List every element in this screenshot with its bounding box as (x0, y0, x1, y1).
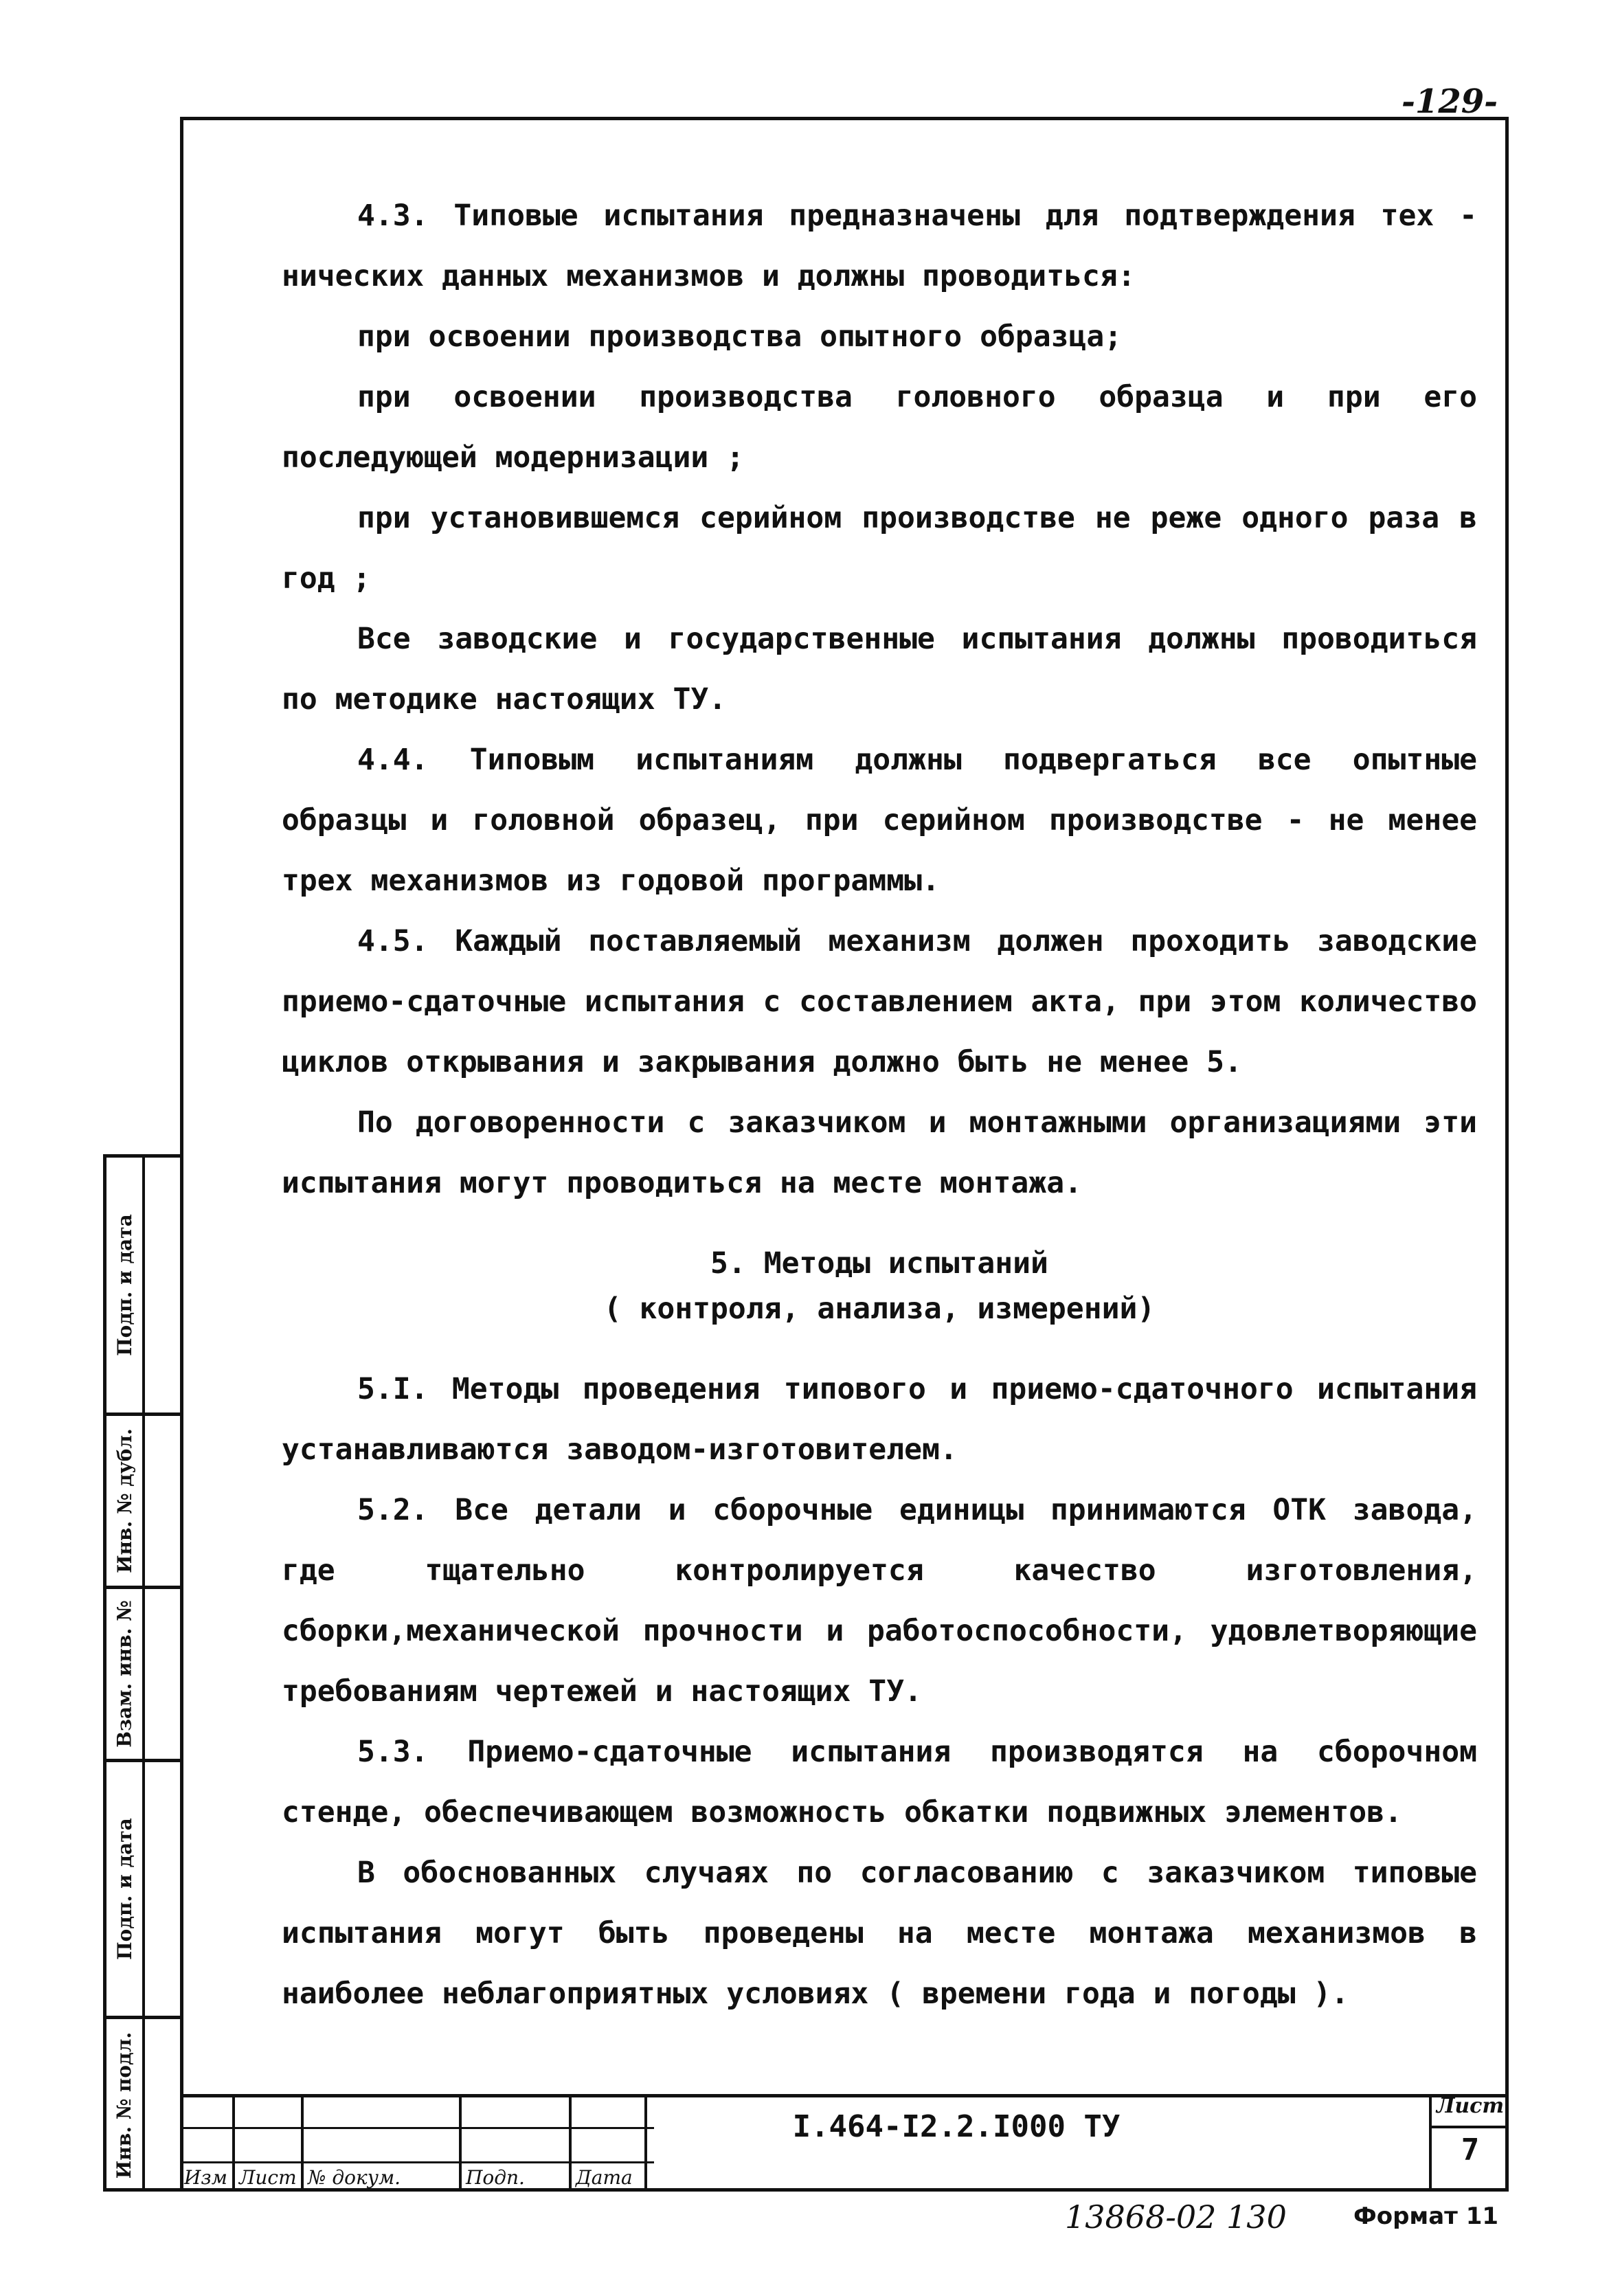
paragraph-lead-sample: при освоении производства головного образца и при его последующей модернизации ; (282, 380, 1477, 475)
format-label: Формат 11 (1353, 2203, 1499, 2230)
document-code: I.464-I2.2.I000 ТУ (792, 2109, 1121, 2144)
sidebar-cell-orig-inv (106, 2019, 183, 2195)
paragraph-serial: при установившемся серийном производстве не реже одного раза в год ; (282, 501, 1477, 596)
sidebar-label: Подп. и дата (113, 1214, 136, 1356)
section-heading-title: 5. Методы испытаний (710, 1246, 1048, 1281)
document-body (282, 185, 1477, 2024)
stamp-header-date: Дата (576, 2165, 633, 2189)
paragraph-justified-cases: В обоснованных случаях по согласованию с заказчиком типовые испытания могут быть проведены на месте монтажа механизмов в наиболее неблагоприятных условиях ( времени года и погоды ). (282, 1856, 1477, 2011)
sheet-label: Лист (1432, 2094, 1509, 2128)
sidebar-label: Взам. инв. № (113, 1600, 136, 1748)
sidebar-cell-replace-inv (106, 1589, 183, 1762)
handwritten-archive-number: 13868-02 130 (1065, 2198, 1287, 2236)
sheet-number: 7 (1461, 2132, 1480, 2168)
paragraph-agreement: По договоренности с заказчиком и монтажными организациями эти испытания могут проводиться на месте монтажа. (282, 1105, 1477, 1200)
sidebar-label: Инв. № дубл. (113, 1428, 136, 1573)
paragraph-4-3: 4.3. Типовые испытания предназначены для подтверждения тех - нических данных механизмов и должны проводиться: (282, 199, 1477, 293)
stamp-header-sheet: Лист (239, 2165, 297, 2189)
sidebar-cell-sign-date-2 (106, 1762, 183, 2019)
paragraph-5-2: 5.2. Все детали и сборочные единицы принимаются ОТК завода, где тщательно контролируется качество изготовления, сборки,механической прочности и работоспособности, удовлетворяющие требованиям чертежей и настоящих ТУ. (282, 1493, 1477, 1709)
paragraph-5-3: 5.3. Приемо-сдаточные испытания производятся на сборочном стенде, обеспечивающем возможность обкатки подвижных элементов. (282, 1735, 1477, 1830)
stamp-header-signature: Подп. (466, 2165, 525, 2189)
title-block (180, 2094, 1509, 2192)
paragraph-all-tests: Все заводские и государственные испытания должны проводиться по методике настоящих ТУ. (282, 622, 1477, 717)
left-margin-stamp (103, 1154, 180, 2192)
section-heading (282, 1241, 1477, 1331)
section-heading-subtitle: ( контроля, анализа, измерений) (603, 1292, 1156, 1326)
sheet-box (1429, 2094, 1509, 2192)
sidebar-label: Инв. № подл. (113, 2031, 136, 2179)
stamp-header-doc-no: № докум. (308, 2165, 401, 2189)
paragraph-4-5: 4.5. Каждый поставляемый механизм должен проходить заводские приемо-сдаточные испытания с составлением акта, при этом количество циклов открывания и закрывания должно быть не менее 5. (282, 924, 1477, 1079)
page-number: -129- (1402, 82, 1498, 121)
sidebar-cell-sign-date-1 (106, 1158, 183, 1416)
paragraph-4-4: 4.4. Типовым испытаниям должны подвергаться все опытные образцы и головной образец, при серийном производстве - не менее трех механизмов из годовой программы. (282, 743, 1477, 898)
sidebar-cell-dup-inv (106, 1416, 183, 1589)
paragraph-5-1: 5.I. Методы проведения типового и приемо-сдаточного испытания устанавливаются заводом-изготовителем. (282, 1372, 1477, 1467)
sidebar-label: Подп. и дата (113, 1818, 136, 1960)
stamp-header-change: Изм (184, 2165, 227, 2189)
paragraph-prototype: при освоении производства опытного образца; (357, 319, 1123, 354)
